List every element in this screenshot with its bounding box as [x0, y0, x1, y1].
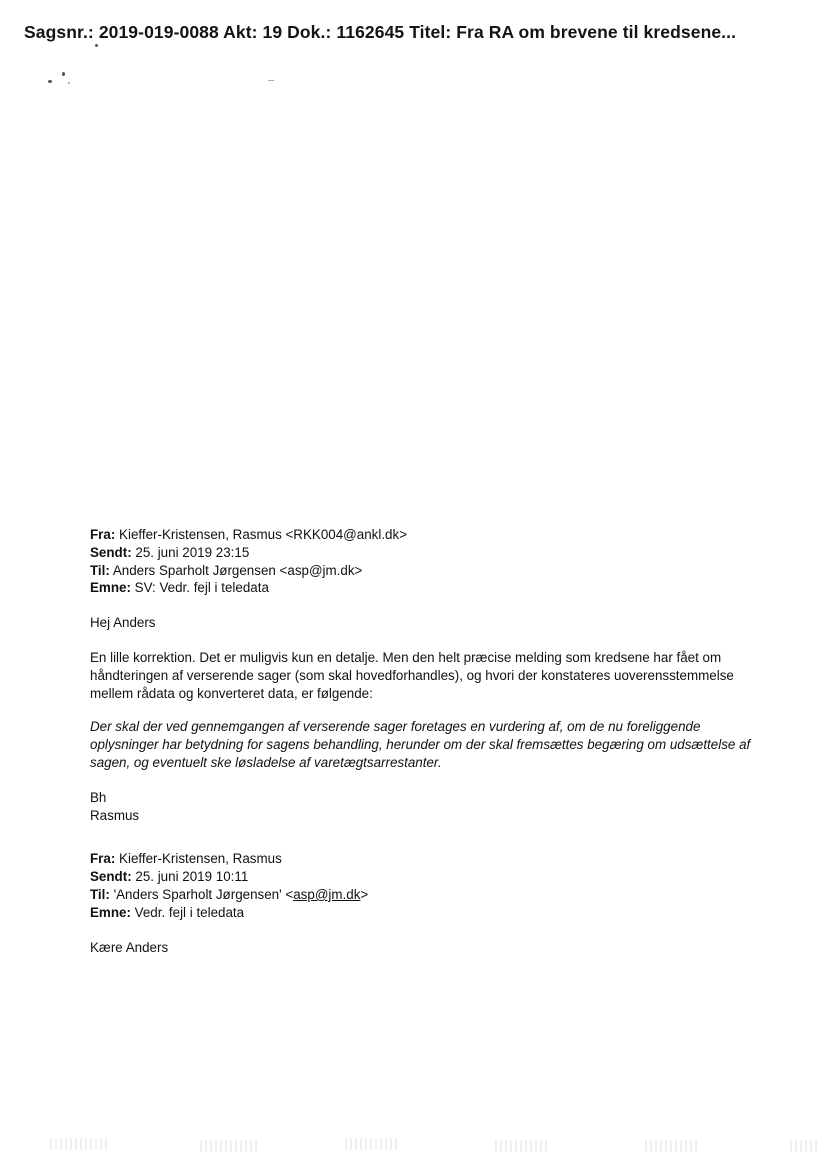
- to-line: [90, 886, 770, 904]
- subject-label: Emne:: [90, 904, 131, 920]
- scan-noise-footer: [0, 1130, 828, 1160]
- from-line: [90, 526, 770, 544]
- sent-value: 25. juni 2019 23:15: [131, 544, 250, 560]
- subject-label: Emne:: [90, 580, 131, 596]
- document-header: Sagsnr.: 2019-019-0088 Akt: 19 Dok.: 1162645 Titel: Fra RA om brevene til kredsene...: [24, 22, 737, 42]
- subject-value: Vedr. fejl i teledata: [130, 904, 245, 920]
- from-line: [90, 850, 770, 868]
- subject-line: [90, 579, 770, 597]
- sent-value: 25. juni 2019 10:11: [131, 869, 249, 885]
- email-header-2: [90, 850, 770, 921]
- email-link[interactable]: asp@jm.dk: [293, 886, 361, 902]
- to-value: Anders Sparholt Jørgensen <asp@jm.dk>: [109, 562, 363, 578]
- sent-line: [90, 544, 770, 562]
- to-label: Til:: [90, 562, 110, 578]
- email-header-1: [90, 526, 770, 597]
- greeting-2: Kære Anders: [90, 939, 169, 955]
- email-thread: [90, 526, 770, 956]
- to-line: [90, 562, 770, 580]
- quoted-instruction: Der skal der ved gennemgangen af verserende sager foretages en vurdering af, om de nu foreliggende oplysninger har betydning for sagens behandling, herunder om der skal fremsættes begæring om udsættelse af sagen, og eventuelt ske løsladelse af varetægtsarrestanter.: [90, 719, 751, 770]
- signature: Rasmus: [90, 807, 140, 823]
- signoff: Bh: [90, 789, 107, 805]
- sent-line: [90, 868, 770, 886]
- from-label: Fra:: [90, 527, 116, 542]
- from-value: Kieffer-Kristensen, Rasmus: [115, 851, 282, 867]
- to-value-prefix: 'Anders Sparholt Jørgensen' <: [109, 886, 294, 902]
- from-value: Kieffer-Kristensen, Rasmus <RKK004@ankl.dk>: [115, 527, 408, 542]
- from-label: Fra:: [90, 851, 116, 867]
- greeting: Hej Anders: [90, 615, 156, 631]
- to-value-suffix: >: [360, 886, 369, 902]
- body-paragraph: En lille korrektion. Det er muligvis kun en detalje. Men den helt præcise melding som kredsene har fået om håndteringen af verserende sager (som skal hovedforhandles), og hvori der konstateres uoverensstemmelse mellem rådata og konverteret data, er følgende:: [90, 649, 734, 701]
- sent-label: Sendt:: [90, 869, 132, 885]
- sent-label: Sendt:: [90, 544, 132, 560]
- subject-line: [90, 904, 770, 922]
- subject-value: SV: Vedr. fejl i teledata: [130, 580, 269, 596]
- to-label: Til:: [90, 886, 110, 902]
- scan-specks: [40, 60, 300, 100]
